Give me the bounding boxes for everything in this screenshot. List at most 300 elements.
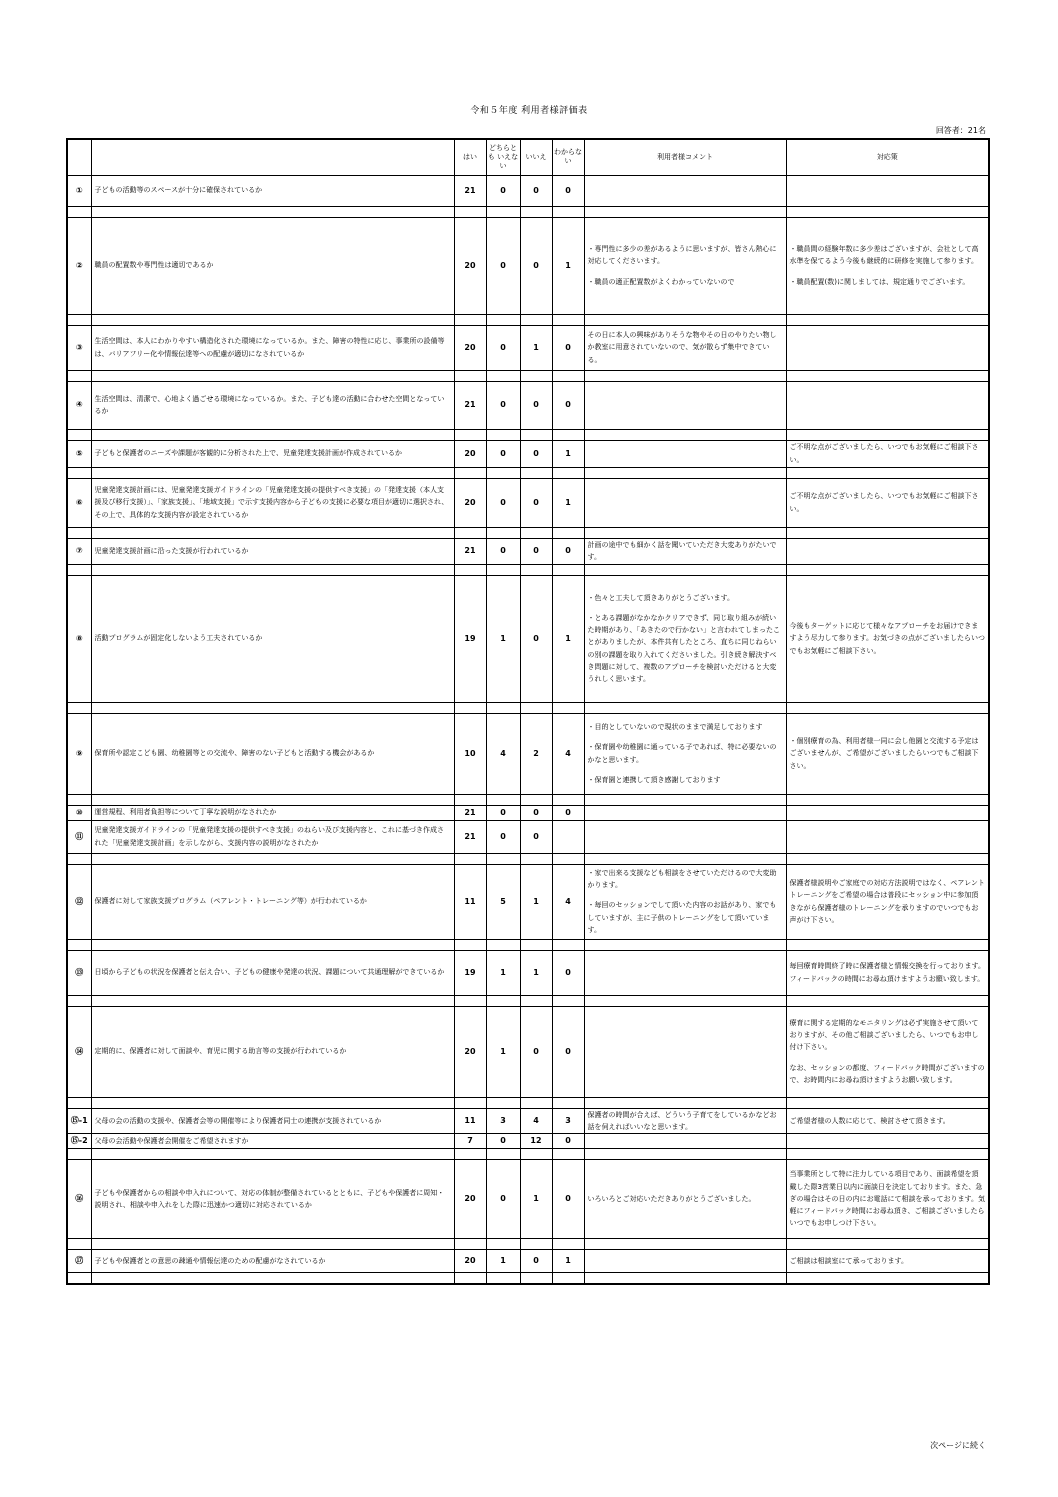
spacer-cell <box>67 995 91 1006</box>
question-text: 保護者に対して家族支援プログラム（ペアレント・トレーニング等）が行われているか <box>91 864 454 939</box>
count-neutral: 1 <box>486 575 520 702</box>
spacer-cell <box>552 995 584 1006</box>
count-no: 0 <box>520 478 552 527</box>
spacer-cell <box>552 314 584 325</box>
question-text: 子どもや保護者からの相談や申入れについて、対応の体制が整備されているとともに、子どもや保護者に周知・説明され、相談や申入れをした際に迅速かつ適切に対応されているか <box>91 1160 454 1239</box>
table-row <box>67 820 989 853</box>
spacer-cell <box>91 939 454 950</box>
response-measure <box>786 1108 989 1134</box>
spacer-cell <box>552 564 584 575</box>
spacer-cell <box>486 370 520 381</box>
item-number: ⑩ <box>67 805 91 820</box>
response-measure <box>786 1006 989 1097</box>
response-measure <box>786 217 989 314</box>
spacer-cell <box>584 206 786 217</box>
spacer-cell <box>520 314 552 325</box>
count-no: 12 <box>520 1134 552 1149</box>
spacer-cell <box>520 370 552 381</box>
count-yes: 19 <box>454 950 486 995</box>
response-measure <box>786 440 989 467</box>
response-paragraph: ご相談は相談室にて承っております。 <box>789 1256 908 1265</box>
count-neutral: 1 <box>486 950 520 995</box>
spacer-cell <box>520 1149 552 1160</box>
table-row <box>67 1250 989 1273</box>
spacer-cell <box>584 429 786 440</box>
spacer-cell <box>520 1239 552 1250</box>
response-paragraph: 毎回療育時間終了時に保護者様と情報交換を行っております。フィードバックの時間にお尋ね頂けますようお願い致します。 <box>789 962 985 983</box>
spacer-row <box>67 995 989 1006</box>
spacer-cell <box>584 527 786 538</box>
count-neutral: 1 <box>486 1006 520 1097</box>
count-neutral: 4 <box>486 713 520 794</box>
spacer-cell <box>67 1273 91 1285</box>
spacer-cell <box>584 1239 786 1250</box>
spacer-cell <box>552 370 584 381</box>
count-unknown: 0 <box>552 538 584 564</box>
count-neutral: 3 <box>486 1108 520 1134</box>
spacer-cell <box>67 370 91 381</box>
count-unknown: 1 <box>552 440 584 467</box>
count-yes: 20 <box>454 1006 486 1097</box>
spacer-cell <box>454 527 486 538</box>
comment-paragraph: ・家で出来る支援なども相談をさせていただけるので大変助かります。 <box>587 868 777 890</box>
comment-paragraph: ・職員の適正配置数がよくわかっていないので <box>587 277 735 286</box>
response-paragraph: ご希望者様の人数に応じて、検討させて頂きます。 <box>789 1116 950 1125</box>
item-number: ⑪ <box>67 820 91 853</box>
spacer-cell <box>552 527 584 538</box>
response-measure <box>786 1160 989 1239</box>
header-unknown: わからな い <box>552 139 584 175</box>
user-comment <box>584 1108 786 1134</box>
count-no: 0 <box>520 1250 552 1273</box>
item-number: ① <box>67 175 91 206</box>
table-row <box>67 1160 989 1239</box>
count-no: 2 <box>520 713 552 794</box>
spacer-cell <box>91 853 454 864</box>
count-neutral: 0 <box>486 217 520 314</box>
count-no: 0 <box>520 538 552 564</box>
item-number: ④ <box>67 381 91 429</box>
count-unknown: 0 <box>552 381 584 429</box>
count-neutral: 0 <box>486 325 520 370</box>
response-measure <box>786 820 989 853</box>
count-unknown: 0 <box>552 950 584 995</box>
question-text: 父母の会の活動の支援や、保護者会等の開催等により保護者同士の連携が支援されているか <box>91 1108 454 1134</box>
spacer-cell <box>67 1097 91 1108</box>
spacer-cell <box>67 314 91 325</box>
response-measure <box>786 1134 989 1149</box>
spacer-cell <box>454 467 486 478</box>
count-yes: 21 <box>454 820 486 853</box>
response-paragraph: 当事業所として特に注力している項目であり、面談希望を頂戴した際3営業日以内に面談日を決定しております。また、急ぎの場合はその日の内にお電話にて相談を承っております。気軽にフィードバック時間にお尋ね頂き、ご相談ございましたらいつでもお申しつけ下さい。 <box>789 1170 985 1228</box>
spacer-cell <box>584 314 786 325</box>
evaluation-table <box>66 138 990 1285</box>
user-comment <box>584 325 786 370</box>
count-neutral: 0 <box>486 175 520 206</box>
spacer-cell <box>67 1149 91 1160</box>
table-row <box>67 325 989 370</box>
comment-paragraph: ・毎回のセッションでして頂いた内容のお話があり、家でもしていますが、主に子供のトレーニングをして頂いています。 <box>587 901 777 934</box>
item-number: ⑮-1 <box>67 1108 91 1134</box>
spacer-row <box>67 1273 989 1285</box>
spacer-cell <box>486 995 520 1006</box>
spacer-cell <box>91 564 454 575</box>
spacer-row <box>67 794 989 805</box>
user-comment <box>584 950 786 995</box>
spacer-cell <box>520 467 552 478</box>
spacer-cell <box>786 939 989 950</box>
item-number: ⑦ <box>67 538 91 564</box>
header-comment: 利用者様コメント <box>584 139 786 175</box>
spacer-cell <box>520 939 552 950</box>
table-row <box>67 1134 989 1149</box>
spacer-row <box>67 702 989 713</box>
spacer-cell <box>552 939 584 950</box>
spacer-cell <box>486 467 520 478</box>
table-row <box>67 1108 989 1134</box>
spacer-cell <box>552 1097 584 1108</box>
table-row <box>67 538 989 564</box>
spacer-cell <box>786 314 989 325</box>
response-paragraph: なお、セッションの都度、フィードバック時間がございますので、お時間内にお尋ね頂けますようお願い致します。 <box>789 1063 985 1084</box>
spacer-cell <box>486 314 520 325</box>
count-no: 0 <box>520 217 552 314</box>
count-no: 1 <box>520 1160 552 1239</box>
count-unknown: 4 <box>552 713 584 794</box>
count-yes: 21 <box>454 805 486 820</box>
item-number: ⑭ <box>67 1006 91 1097</box>
spacer-row <box>67 1097 989 1108</box>
spacer-cell <box>584 370 786 381</box>
continued-note: 次ページに続く <box>930 1441 986 1450</box>
user-comment <box>584 575 786 702</box>
spacer-cell <box>786 527 989 538</box>
spacer-cell <box>91 370 454 381</box>
spacer-row <box>67 206 989 217</box>
question-text: 子どもの活動等のスペースが十分に確保されているか <box>91 175 454 206</box>
count-no: 0 <box>520 820 552 853</box>
response-measure <box>786 575 989 702</box>
spacer-cell <box>786 564 989 575</box>
question-text: 活動プログラムが固定化しないよう工夫されているか <box>91 575 454 702</box>
count-neutral: 0 <box>486 478 520 527</box>
table-row <box>67 864 989 939</box>
user-comment <box>584 1250 786 1273</box>
user-comment <box>584 381 786 429</box>
spacer-cell <box>454 1273 486 1285</box>
question-text: 子どもと保護者のニーズや課題が客観的に分析された上で、児童発達支援計画が作成されているか <box>91 440 454 467</box>
spacer-cell <box>520 429 552 440</box>
count-neutral: 0 <box>486 1134 520 1149</box>
spacer-cell <box>584 702 786 713</box>
spacer-cell <box>454 794 486 805</box>
item-number: ⑬ <box>67 950 91 995</box>
spacer-cell <box>552 1149 584 1160</box>
spacer-cell <box>786 1097 989 1108</box>
spacer-cell <box>520 702 552 713</box>
spacer-cell <box>67 564 91 575</box>
spacer-cell <box>91 995 454 1006</box>
count-yes: 21 <box>454 538 486 564</box>
spacer-cell <box>454 1239 486 1250</box>
spacer-cell <box>91 1149 454 1160</box>
user-comment <box>584 805 786 820</box>
user-comment <box>584 864 786 939</box>
count-yes: 20 <box>454 325 486 370</box>
count-unknown: 0 <box>552 1006 584 1097</box>
response-paragraph: ご不明な点がございましたら、いつでもお気軽にご相談下さい。 <box>789 492 979 513</box>
spacer-cell <box>91 527 454 538</box>
spacer-cell <box>454 702 486 713</box>
spacer-cell <box>91 467 454 478</box>
count-yes: 20 <box>454 440 486 467</box>
question-text: 生活空間は、清潔で、心地よく過ごせる環境になっているか。また、子ども達の活動に合わせた空間となっているか <box>91 381 454 429</box>
spacer-cell <box>454 1097 486 1108</box>
question-text: 父母の会活動や保護者会開催をご希望されますか <box>91 1134 454 1149</box>
spacer-cell <box>552 853 584 864</box>
user-comment <box>584 538 786 564</box>
spacer-cell <box>91 1097 454 1108</box>
count-neutral: 0 <box>486 440 520 467</box>
table-row <box>67 217 989 314</box>
spacer-cell <box>552 1273 584 1285</box>
spacer-cell <box>786 1239 989 1250</box>
response-measure <box>786 950 989 995</box>
item-number: ⑨ <box>67 713 91 794</box>
spacer-cell <box>67 1239 91 1250</box>
spacer-row <box>67 429 989 440</box>
spacer-cell <box>67 853 91 864</box>
user-comment <box>584 1160 786 1239</box>
spacer-cell <box>486 1273 520 1285</box>
user-comment <box>584 713 786 794</box>
spacer-cell <box>67 702 91 713</box>
count-yes: 21 <box>454 381 486 429</box>
spacer-cell <box>786 206 989 217</box>
spacer-cell <box>486 702 520 713</box>
count-unknown: 0 <box>552 1160 584 1239</box>
spacer-cell <box>520 206 552 217</box>
spacer-cell <box>67 527 91 538</box>
table-row <box>67 440 989 467</box>
spacer-cell <box>454 995 486 1006</box>
spacer-cell <box>584 853 786 864</box>
table-row <box>67 950 989 995</box>
response-paragraph: 療育に関する定期的なモニタリングは必ず実施させて頂いておりますが、その他ご相談ございましたら、いつでもお申し付け下さい。 <box>789 1018 979 1052</box>
count-no: 0 <box>520 575 552 702</box>
question-text: 生活空間は、本人にわかりやすい構造化された環境になっているか。また、障害の特性に応じ、事業所の設備等は、バリアフリー化や情報伝達等への配慮が適切になされているか <box>91 325 454 370</box>
spacer-cell <box>486 429 520 440</box>
spacer-cell <box>584 564 786 575</box>
comment-paragraph: ・とある課題がなかなかクリアできず、同じ取り組みが続いた時期があり、「あきたので行かない」と言われてしまったことがありましたが、本件共有したところ、直ちに同じねらいの別の課題を取り入れてくださいました。引き続き解決すべき問題に対して、複数のアプローチを検討いただけると大変うれしく思います。 <box>587 613 780 684</box>
count-neutral: 5 <box>486 864 520 939</box>
spacer-cell <box>486 853 520 864</box>
spacer-cell <box>67 467 91 478</box>
spacer-cell <box>91 1239 454 1250</box>
table-row <box>67 381 989 429</box>
question-text: 保育所や認定こども園、幼稚園等との交流や、障害のない子どもと活動する機会があるか <box>91 713 454 794</box>
response-paragraph: ・職員間の経験年数に多少差はございますが、会社として高水準を保てるよう今後も継続的に研修を実施して参ります。 <box>789 245 979 266</box>
spacer-cell <box>584 995 786 1006</box>
user-comment <box>584 820 786 853</box>
spacer-row <box>67 564 989 575</box>
question-text: 児童発達支援計画には、児童発達支援ガイドラインの「児童発達支援の提供すべき支援」の「発達支援（本人支援及び移行支援）」、「家族支援」、「地域支援」で示す支援内容から子どもの支援に必要な項目が適切に選択され、その上で、具体的な支援内容が設定されているか <box>91 478 454 527</box>
table-row <box>67 575 989 702</box>
spacer-cell <box>67 794 91 805</box>
comment-paragraph: ・保育園と連携して頂き感謝しております <box>587 775 721 784</box>
spacer-cell <box>584 794 786 805</box>
count-no: 0 <box>520 805 552 820</box>
count-yes: 20 <box>454 478 486 527</box>
spacer-cell <box>454 370 486 381</box>
spacer-cell <box>552 702 584 713</box>
question-text: 児童発達支援ガイドラインの「児童発達支援の提供すべき支援」のねらい及び支援内容と、これに基づき作成された「児童発達支援計画」を示しながら、支援内容の説明がなされたか <box>91 820 454 853</box>
question-text: 日頃から子どもの状況を保護者と伝え合い、子どもの健康や発達の状況、課題について共通理解ができているか <box>91 950 454 995</box>
spacer-cell <box>454 939 486 950</box>
count-no: 1 <box>520 325 552 370</box>
count-yes: 7 <box>454 1134 486 1149</box>
table-row <box>67 175 989 206</box>
response-measure <box>786 538 989 564</box>
spacer-cell <box>520 564 552 575</box>
user-comment <box>584 478 786 527</box>
spacer-cell <box>91 1273 454 1285</box>
spacer-cell <box>520 853 552 864</box>
header-response: 対応策 <box>786 139 989 175</box>
comment-paragraph: 計画の途中でも細かく話を聞いていただき大変ありがたいです。 <box>587 540 777 561</box>
spacer-cell <box>486 794 520 805</box>
spacer-row <box>67 527 989 538</box>
response-paragraph: ・職員配置(数)に関しましては、規定通りでございます。 <box>789 277 970 286</box>
spacer-cell <box>486 1149 520 1160</box>
count-neutral: 1 <box>486 1250 520 1273</box>
header-no-answer: いいえ <box>520 139 552 175</box>
table-header-row <box>67 139 989 175</box>
item-number: ③ <box>67 325 91 370</box>
response-paragraph: ・個別療育の為、利用者様一同に会し他園と交流する予定はございませんが、ご希望がございましたらいつでもご相談下さい。 <box>789 737 979 770</box>
comment-paragraph: いろいろとご対応いただきありがとうございました。 <box>587 1194 756 1203</box>
response-measure <box>786 713 989 794</box>
spacer-cell <box>91 702 454 713</box>
count-no: 4 <box>520 1108 552 1134</box>
spacer-cell <box>786 370 989 381</box>
item-number: ⑫ <box>67 864 91 939</box>
response-paragraph: 保護者様説明やご家庭での対応方法説明ではなく、ペアレントトレーニングをご希望の場合は普段にセッション中に参加頂きながら保護者様のトレーニングを承りますのでいつでもお声がけ下さい。 <box>789 879 985 924</box>
comment-paragraph: その日に本人の興味がありそうな物やその日のやりたい物しか教室に用意されていないので、気が散らず集中できている。 <box>587 331 777 364</box>
user-comment <box>584 1134 786 1149</box>
response-measure <box>786 805 989 820</box>
count-yes: 20 <box>454 1160 486 1239</box>
count-unknown: 1 <box>552 1250 584 1273</box>
spacer-row <box>67 1239 989 1250</box>
spacer-row <box>67 853 989 864</box>
count-no: 1 <box>520 950 552 995</box>
spacer-cell <box>552 794 584 805</box>
spacer-cell <box>584 1149 786 1160</box>
spacer-cell <box>67 939 91 950</box>
count-yes: 10 <box>454 713 486 794</box>
spacer-cell <box>486 206 520 217</box>
question-text: 子どもや保護者との意思の疎通や情報伝達のための配慮がなされているか <box>91 1250 454 1273</box>
response-measure <box>786 175 989 206</box>
item-number: ⑤ <box>67 440 91 467</box>
count-yes: 11 <box>454 1108 486 1134</box>
header-no <box>67 139 91 175</box>
table-row <box>67 478 989 527</box>
spacer-cell <box>454 853 486 864</box>
count-no: 0 <box>520 175 552 206</box>
count-unknown: 0 <box>552 175 584 206</box>
question-text: 職員の配置数や専門性は適切であるか <box>91 217 454 314</box>
spacer-cell <box>486 939 520 950</box>
spacer-cell <box>486 527 520 538</box>
question-text: 運営規程、利用者負担等について丁寧な説明がなされたか <box>91 805 454 820</box>
spacer-cell <box>454 314 486 325</box>
comment-paragraph: 保護者の時間が合えば、どういう子育てをしているかなどお話を伺えればいいなと思います。 <box>587 1110 777 1131</box>
count-unknown: 1 <box>552 575 584 702</box>
spacer-cell <box>786 467 989 478</box>
count-no: 0 <box>520 381 552 429</box>
count-neutral: 0 <box>486 1160 520 1239</box>
spacer-cell <box>786 794 989 805</box>
spacer-cell <box>552 206 584 217</box>
count-unknown: 0 <box>552 1134 584 1149</box>
item-number: ⑧ <box>67 575 91 702</box>
count-no: 0 <box>520 440 552 467</box>
page-title: 令和５年度 利用者様評価表 <box>470 106 588 116</box>
response-paragraph: ご不明な点がございましたら、いつでもお気軽にご相談下さい。 <box>789 443 979 464</box>
spacer-row <box>67 370 989 381</box>
spacer-cell <box>454 1149 486 1160</box>
user-comment <box>584 175 786 206</box>
spacer-cell <box>786 702 989 713</box>
spacer-cell <box>552 467 584 478</box>
user-comment <box>584 440 786 467</box>
question-text: 定期的に、保護者に対して面談や、育児に関する助言等の支援が行われているか <box>91 1006 454 1097</box>
spacer-cell <box>91 794 454 805</box>
spacer-cell <box>584 939 786 950</box>
spacer-cell <box>486 1239 520 1250</box>
count-no: 0 <box>520 1006 552 1097</box>
table-row <box>67 1006 989 1097</box>
spacer-cell <box>520 527 552 538</box>
question-text: 児童発達支援計画に沿った支援が行われているか <box>91 538 454 564</box>
respondent-count: 回答者：21名 <box>935 126 986 135</box>
spacer-cell <box>454 206 486 217</box>
count-unknown <box>552 820 584 853</box>
count-unknown: 0 <box>552 805 584 820</box>
count-unknown: 4 <box>552 864 584 939</box>
table-row <box>67 805 989 820</box>
item-number: ② <box>67 217 91 314</box>
spacer-row <box>67 467 989 478</box>
spacer-cell <box>786 853 989 864</box>
spacer-cell <box>520 794 552 805</box>
count-unknown: 0 <box>552 325 584 370</box>
count-neutral: 0 <box>486 538 520 564</box>
response-measure <box>786 1250 989 1273</box>
user-comment <box>584 217 786 314</box>
count-yes: 21 <box>454 175 486 206</box>
response-paragraph: 今後もターゲットに応じて様々なアプローチをお届けできますよう尽力して参ります。お気づきの点がございましたらいつでもお気軽にご相談下さい。 <box>789 622 985 655</box>
spacer-cell <box>67 429 91 440</box>
spacer-cell <box>67 206 91 217</box>
spacer-cell <box>486 1097 520 1108</box>
spacer-cell <box>584 1273 786 1285</box>
spacer-cell <box>91 206 454 217</box>
response-measure <box>786 478 989 527</box>
spacer-cell <box>91 429 454 440</box>
